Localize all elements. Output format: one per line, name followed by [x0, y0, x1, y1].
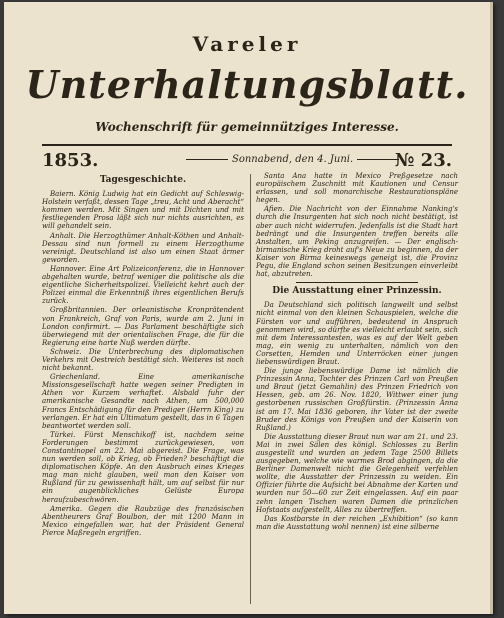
issue-year: 1853. [42, 150, 99, 171]
article-paragraph: Das Kostbarste in der reichen „Exhibition“ (so kann man die Ausstattung wohl nennen) ist eine silberne [256, 514, 458, 531]
right-column [256, 172, 458, 532]
news-paragraph: Türkei. Fürst Menschikoff ist, nachdem seine Forderungen bestimmt zurückgewiesen, von Constantinopel am 22. Mai abgereist. Die Frage, was nun werden soll, ob Krieg, ob Frieden? beschäftigt die diplomatischen Köpfe. An den Ausbruch eines Krieges mag man nicht glauben, weil man den Kaiser von Rußland für zu gewissenhaft hält, um auf selbst für nur ein augenblickliches Gelüste Europa heraufzubeschwören. [42, 430, 244, 504]
dateline [42, 144, 452, 171]
news-paragraph: Hannover. Eine Art Polizeiconferenz, die in Hannover abgehalten wurde, betraf weniger die politische als die eigentliche Sicherheitspolizei. Vielleicht kehrt auch der Polizei einmal die Erkenntniß ihres eigentlichen Berufs zurück. [42, 264, 244, 306]
section-heading-news: Tagesgeschichte. [99, 175, 187, 185]
article-paragraph: Da Deutschland sich politisch langweilt und selbst nicht einmal von den kleinen Schauspielen, welche die Fürsten vor und aufführen, bedeutend in Anspruch genommen wird, so dürfte es vielleicht erlaubt sein, sich mit dem Interessantesten, was es auf der Welt geben mag, ein wenig zu unterhalten, nämlich von den Corsetten, Hemden und Unterröcken einer jungen liebenswürdigen Braut. [256, 301, 458, 366]
news-paragraph: Santa Ana hatte in Mexico Preßgesetze nach europäischem Zuschnitt mit Kautionen und Censur erlassen, und soll monarchische Restaurationspläne hegen. [256, 172, 458, 205]
article-paragraph: Die Ausstattung dieser Braut nun war am 21. und 23. Mai in zwei Sälen des königl. Schlosses zu Berlin ausgestellt und wurden an jedem Tage 2500 Billets ausgegeben, welche wie warmes Brod abgingen, da die Berliner Damenwelt nicht die Gelegenheit verfehlen wollte, die Ausstatter der Prinzessin zu weiden. Ein Offizier führte die Aufsicht bei Abnahme der Karten und wurden nur 50—60 zur Zeit eingelassen. Auf ein paar zehn langen Tischen waren Damen die prinzlichen Hofstaats aufgestellt, Alles zu übertreffen. [256, 432, 458, 514]
newspaper-page [4, 2, 493, 614]
news-paragraph: Anhalt. Die Herzogthümer Anhalt-Köthen und Anhalt-Dessau sind nun formell zu einem Herzogthume vereinigt. Deutschland ist also um einen Staat ärmer geworden. [42, 231, 244, 264]
article-paragraph: Die junge liebenswürdige Dame ist nämlich die Prinzessin Anna, Tochter des Prinzen Carl von Preußen und Braut (jetzt Gemahlin) des Prinzen Friedrich von Hessen, geb. am 26. Nov. 1820, Wittwer einer jung gestorbenen russischen Großfürstin. (Prinzessin Anna ist am 17. Mai 1836 geboren, ihr Vater ist der zweite Bruder des Königs von Preußen und der Kaiserin von Rußland.) [256, 367, 458, 432]
dash-right [357, 159, 399, 160]
column-divider [250, 174, 251, 604]
section-heading-article: Die Ausstattung einer Prinzessin. [272, 286, 442, 297]
news-paragraph: Großbritannien. Der orleanistische Kronprätendent von Frankreich, Graf von Paris, wurde am 2. Juni in London confirmirt. — Das Parlament beschäftigte sich überwiegend mit der orientalischen Frage, die für die Regierung eine harte Nuß werden dürfte. [42, 306, 244, 347]
section-rule [296, 282, 418, 283]
news-paragraph: Schweiz. Die Unterbrechung des diplomatischen Verkehrs mit Oestreich bestätigt sich. Weiteres ist noch nicht bekannt. [42, 347, 244, 373]
masthead-subtitle: Wochenschrift für gemeinnütziges Interesse. [95, 120, 399, 134]
issue-date-text: Sonnabend, den 4. Juni. [232, 154, 354, 165]
left-column [42, 172, 244, 538]
news-paragraph: Baiern. König Ludwig hat ein Gedicht auf Schleswig-Holstein verfaßt, dessen Tage „treu, Acht und Aberacht“ kommen werden. Mit Singen und mit Dichten und mit festliegenden Prosa läßt sich nur nichts ausrichten, es will gehandelt sein. [42, 190, 244, 231]
masthead-town: Vareler [192, 32, 302, 56]
news-paragraph: Amerika. Gegen die Raubzüge des französischen Abentheurers Graf Boulbon, der mit 1200 Mann in Mexico eingefallen war, hat der Präsident General Pierce Maßregeln ergriffen. [42, 504, 244, 537]
issue-date [182, 154, 403, 165]
masthead-title: Unterhaltungsblatt. [25, 62, 469, 107]
dash-left [186, 159, 228, 160]
issue-number: № 23. [394, 150, 452, 171]
news-paragraph: Afien. Die Nachricht von der Einnahme Nanking's durch die Insurgenten hat sich noch nicht bestätigt, ist aber auch nicht widerrufen. Jedenfalls ist die Stadt hart bedrängt und die Insurgenten treffen bereits alle Anstalten, um Peking anzugreifen. — Der englisch-birmanische Krieg droht auf's Neue zu beginnen, da der Kaiser von Birma keineswegs geneigt ist, die Provinz Pegu, die England schon seinen Besitzungen einverleibt hat, abzutreten. [256, 205, 458, 279]
news-paragraph: Griechenland. Eine amerikanische Missionsgesellschaft hatte wegen seiner Predigten in Athen vor Kurzem verhaftet. Alsbald fuhr der amerikanische Gesandte nach Athen, um 500,000 Francs Entschädigung für den Prediger (Herrn King) zu verlangen. Er hat ein Ultimatum gestellt, das in 6 Tagen beantwortet werden soll. [42, 373, 244, 430]
